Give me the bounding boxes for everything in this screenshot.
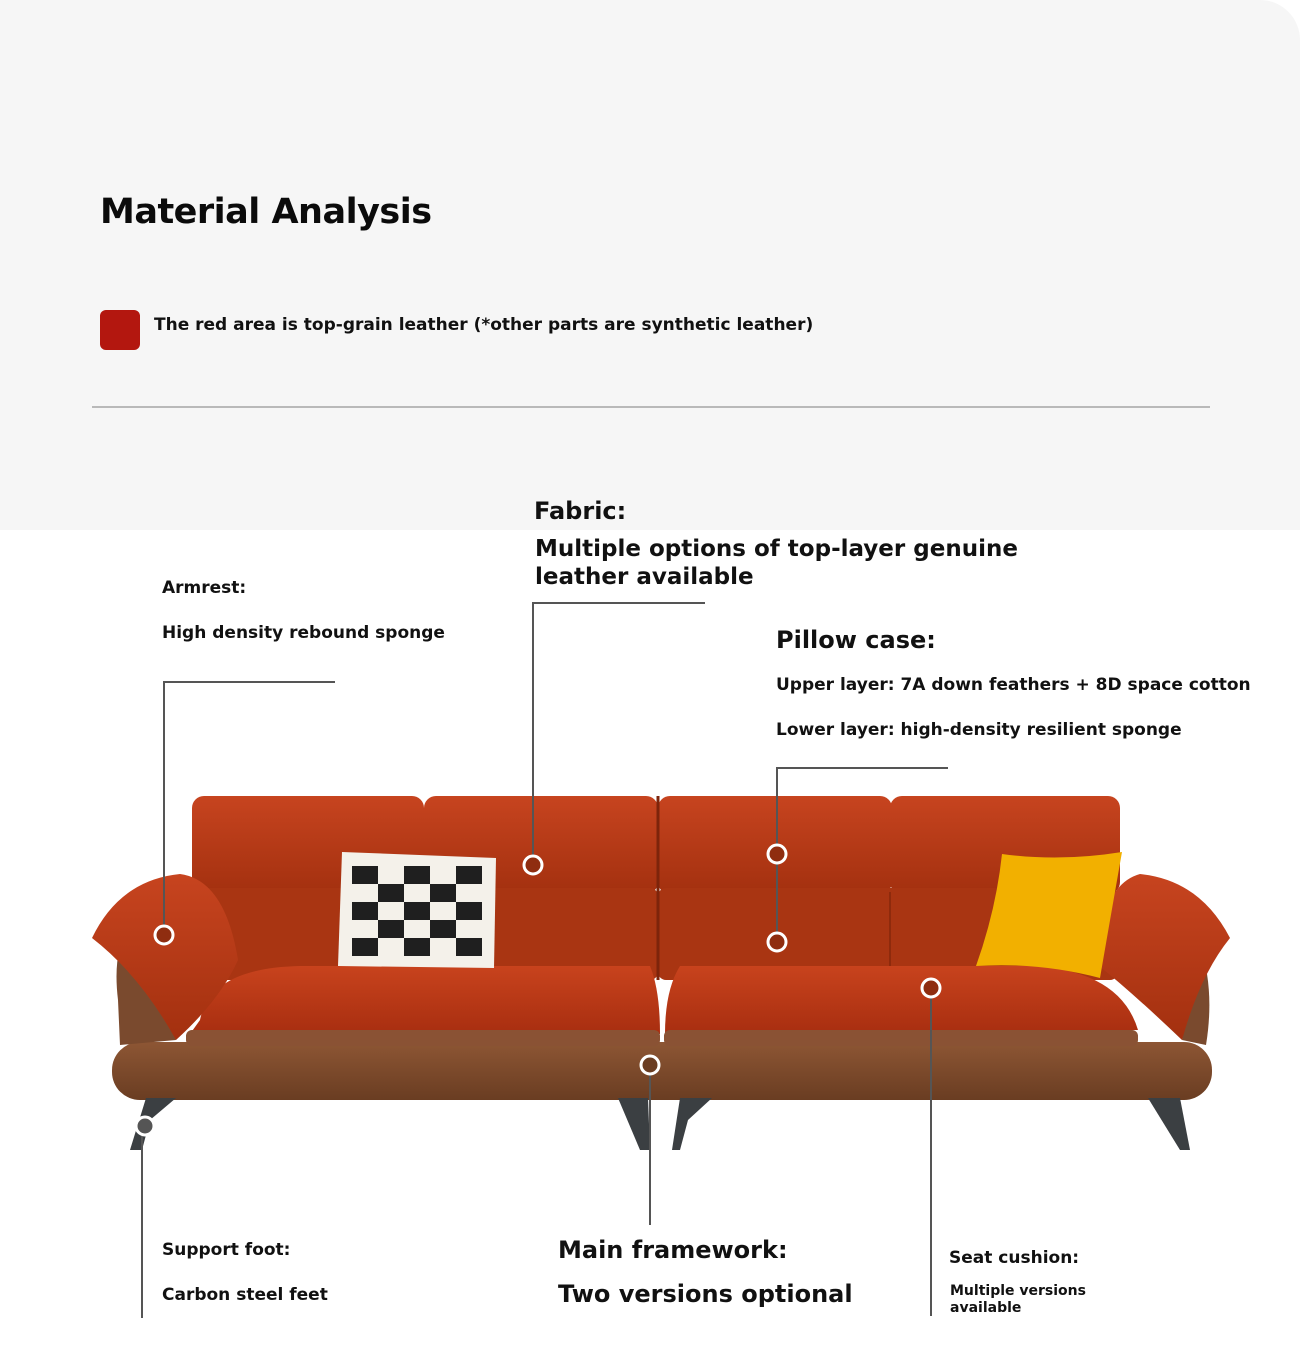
framework-detail: Two versions optional bbox=[558, 1280, 853, 1308]
armrest-detail: High density rebound sponge bbox=[162, 623, 445, 643]
pillow-upper-layer: Upper layer: 7A down feathers + 8D space cotton bbox=[776, 675, 1251, 695]
fabric-heading: Fabric: bbox=[534, 497, 627, 525]
sofa-base bbox=[112, 1042, 1212, 1100]
framework-heading: Main framework: bbox=[558, 1236, 788, 1264]
page-title: Material Analysis bbox=[100, 192, 432, 232]
support-foot-detail: Carbon steel feet bbox=[162, 1285, 328, 1305]
armrest-heading: Armrest: bbox=[162, 578, 247, 598]
back-cushion-top-row bbox=[192, 796, 1120, 894]
pillow-lower-layer: Lower layer: high-density resilient sponge bbox=[776, 720, 1182, 740]
pillow-heading: Pillow case: bbox=[776, 626, 936, 654]
fabric-detail-line1: Multiple options of top-layer genuine bbox=[535, 536, 1018, 562]
checkered-pillow bbox=[338, 852, 496, 968]
support-foot-heading: Support foot: bbox=[162, 1240, 291, 1260]
fabric-detail-line2: leather available bbox=[535, 564, 754, 590]
legend-text: The red area is top-grain leather (*other parts are synthetic leather) bbox=[154, 315, 814, 335]
seat-cushion-heading: Seat cushion: bbox=[949, 1248, 1080, 1268]
sofa-legs bbox=[130, 1098, 1190, 1150]
seat-cushion-detail: Multiple versions available bbox=[950, 1283, 1086, 1316]
